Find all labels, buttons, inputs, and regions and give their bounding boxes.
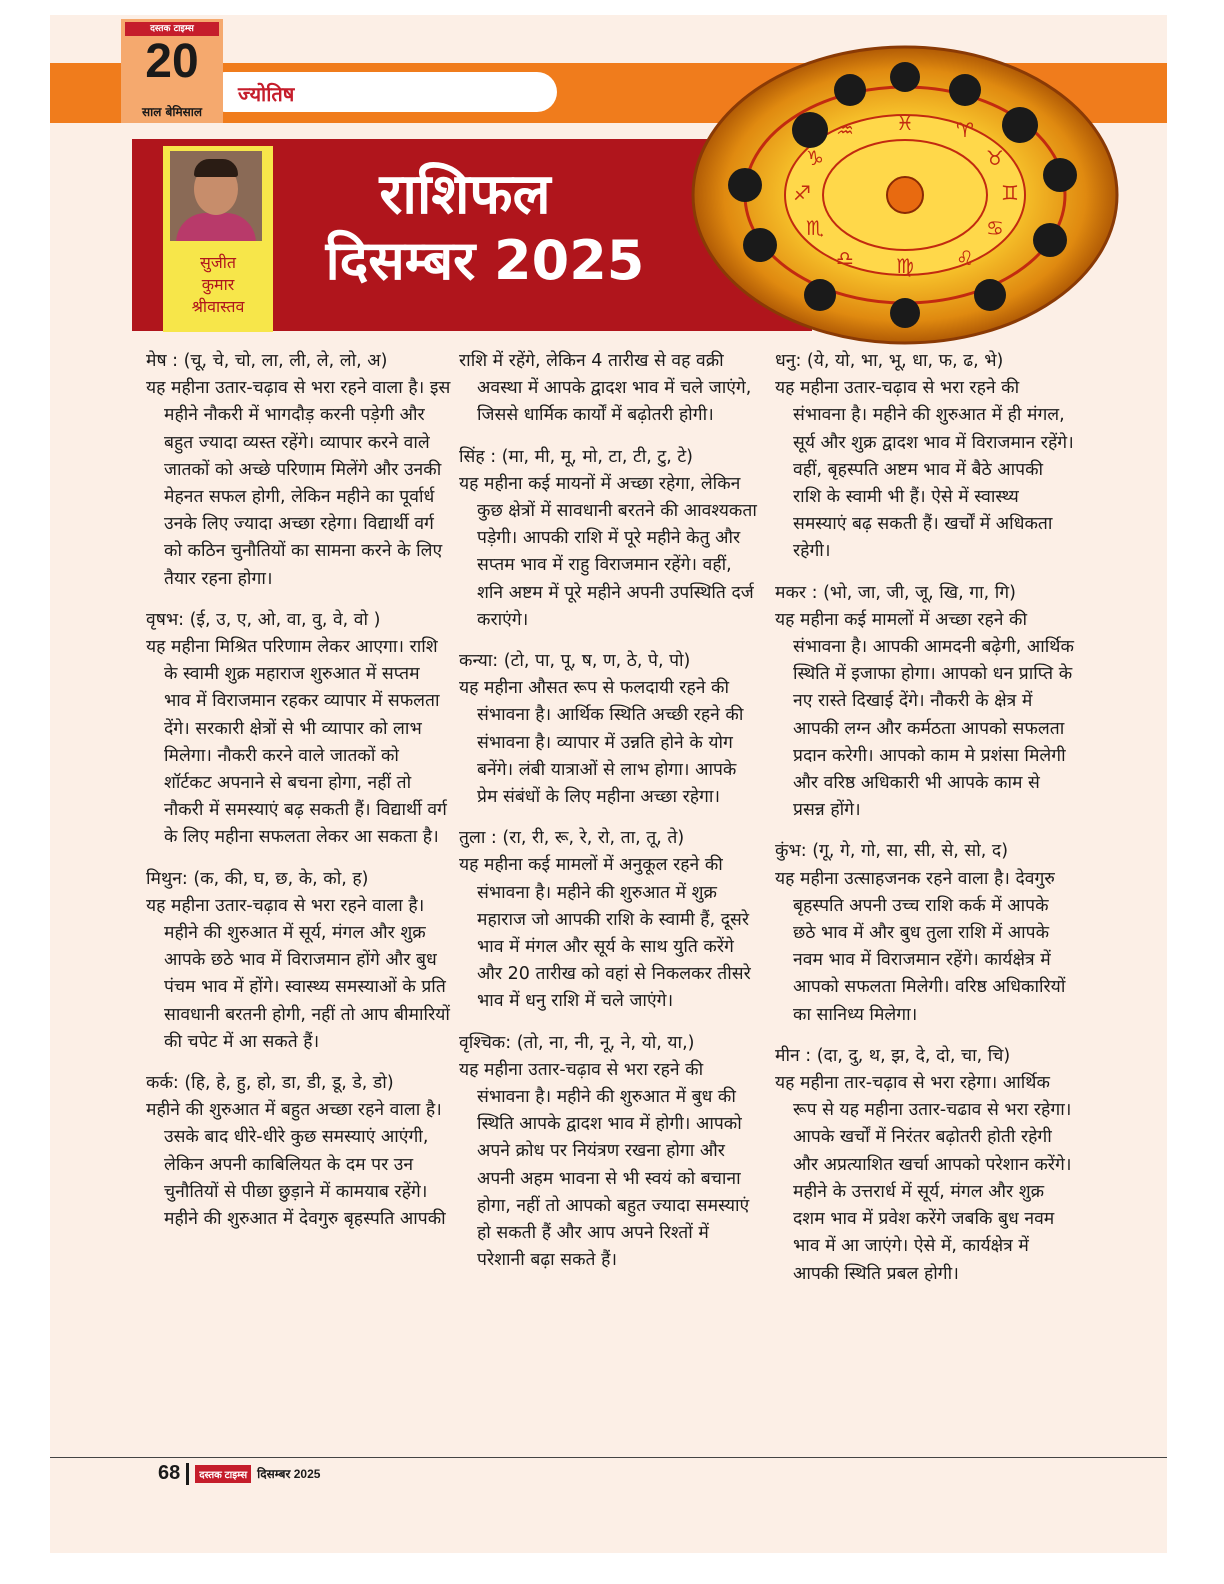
svg-text:♋: ♋ [986, 216, 1004, 240]
sign-heading: तुला : (रा, री, रू, रे, रो, ता, तू, ते) [459, 828, 685, 849]
horoscope-entry [459, 1030, 759, 1275]
sign-heading: मेष : (चू, चे, चो, ला, ली, ले, लो, अ) [146, 351, 388, 371]
sign-heading: वृश्चिक: (तो, ना, नी, नू, ने, यो, या,) [459, 1032, 695, 1053]
sign-text: यह महीना मिश्रित परिणाम लेकर आएगा। राशि के स्वामी शुक्र महाराज शुरुआत में सप्तम भाव में विराजमान रहकर व्यापार में सफलता देंगे। सरकारी क्षेत्रों से भी व्यापार को लाभ मिलेगा। नौकरी करने वाले जातकों को शॉर्टकट अपनाने से बचना होगा, नहीं तो नौकरी में समस्याएं बढ़ सकती हैं। विद्यार्थी वर्ग के लिए महीना सफलता लेकर आ सकता है। [146, 637, 447, 848]
horoscope-entry [775, 580, 1075, 825]
horoscope-entry [146, 866, 451, 1056]
sign-text: यह महीना उतार-चढ़ाव से भरा रहने वाला है। महीने की शुरुआत में सूर्य, मंगल और शुक्र आपके छठे भाव में विराजमान होंगे और बुध पंचम भाव में होंगे। स्वास्थ्य समस्याओं के प्रति सावधानी बरतनी होगी, नहीं तो आप बीमारियों की चपेट में आ सकते हैं। [146, 895, 450, 1052]
author-name-line: श्रीवास्तव [191, 297, 245, 316]
horoscope-entry [775, 348, 1075, 566]
horoscope-entry [146, 607, 451, 852]
sign-text: यह महीना कई मायनों में अच्छा रहेगा, लेकिन कुछ क्षेत्रों में सावधानी बरतने की आवश्यकता पड़ेगी। आपकी राशि में पूरे महीने केतु और सप्तम भाव में राहु विराजमान रहेंगे। वहीं, शनि अष्टम में पूरे महीने अपनी उपस्थिति दर्ज कराएंगे। [459, 473, 757, 630]
horoscope-entry [146, 1070, 451, 1233]
sign-text: राशि में रहेंगे, लेकिन 4 तारीख से वह वक्री अवस्था में आपके द्वादश भाव में चले जाएंगे, जिससे धार्मिक कार्यों में बढ़ोतरी होगी। [459, 351, 752, 426]
svg-text:♐: ♐ [793, 181, 811, 205]
author-name-line: सुजीत [200, 253, 236, 272]
horoscope-entry [146, 348, 451, 593]
page-subtitle: दिसम्बर 2025 [325, 229, 645, 292]
horoscope-entry [775, 838, 1075, 1028]
svg-text:♓: ♓ [896, 111, 914, 135]
svg-text:♎: ♎ [836, 246, 854, 270]
svg-text:♏: ♏ [806, 216, 824, 240]
svg-text:♉: ♉ [986, 146, 1004, 170]
sign-text: यह महीना उतार-चढ़ाव से भरा रहने वाला है। इस महीने नौकरी में भागदौड़ करनी पड़ेगी और बहुत ज्यादा व्यस्त रहेंगे। व्यापार करने वाले जातकों को अच्छे परिणाम मिलेंगे और उनकी मेहनत सफल होगी, लेकिन महीने का पूर्वार्ध उनके लिए ज्यादा अच्छा रहेगा। विद्यार्थी वर्ग को कठिन चुनौतियों का सामना करने के लिए तैयार रहना होगा। [146, 378, 451, 589]
column-1 [146, 348, 451, 1247]
sign-heading: मकर : (भो, जा, जी, जू, खि, गा, गि) [775, 582, 1016, 603]
sign-text: यह महीना औसत रूप से फलदायी रहने की संभावना है। आर्थिक स्थिति अच्छी रहने की संभावना है। व्यापार में उन्नति होने के योग बनेंगे। लंबी यात्राओं से लाभ होगा। आपके प्रेम संबंधों के लिए महीना अच्छा रहेगा। [459, 678, 744, 808]
svg-text:♑: ♑ [806, 146, 824, 170]
author-name [163, 252, 273, 318]
sign-heading: कुंभ: (गू, गे, गो, सा, सी, से, सो, द) [775, 841, 1009, 862]
horoscope-entry [775, 1043, 1075, 1288]
sign-heading: मिथुन: (क, की, घ, छ, के, को, ह) [146, 868, 369, 889]
sign-text: महीने की शुरुआत में बहुत अच्छा रहने वाला है। उसके बाद धीरे-धीरे कुछ समस्याएं आएंगी, लेकिन अपनी काबिलियत के दम पर उन चुनौतियों से पीछा छुड़ाने में कामयाब रहेंगे। महीने की शुरुआत में देवगुरु बृहस्पति आपकी [146, 1100, 446, 1230]
sign-heading: कर्क: (हि, हे, हु, हो, डा, डी, डू, डे, डो) [146, 1073, 394, 1094]
sign-heading: वृषभ: (ई, उ, ए, ओ, वा, वु, वे, वो ) [146, 609, 381, 630]
footer-separator [186, 1463, 189, 1485]
sign-heading: कन्या: (टो, पा, पू, ष, ण, ठे, पे, पो) [459, 651, 691, 672]
page-footer [158, 1462, 320, 1485]
column-3 [775, 348, 1075, 1302]
sign-text: यह महीना कई मामलों में अच्छा रहने की संभावना है। आपकी आमदनी बढ़ेगी, आर्थिक स्थिति में इजाफा होगा। आपको धन प्राप्ति के नए रास्ते दिखाई देंगे। नौकरी के क्षेत्र में आपकी लग्न और कर्मठता आपको सफलता प्रदान करेगी। आपको काम मे प्रशंसा मिलेगी और वरिष्ठ अधिकारी भी आपके काम से प्रसन्न होंगे। [775, 609, 1074, 821]
section-label: ज्योतिष [238, 82, 295, 106]
svg-text:♌: ♌ [956, 246, 974, 270]
badge-tagline: साल बेमिसाल [141, 105, 203, 119]
sign-text: यह महीना उत्साहजनक रहने वाला है। देवगुरु बृहस्पति अपनी उच्च राशि कर्क में आपके छठे भाव में और बुध तुला राशि में आपके नवम भाव में विराजमान रहेंगे। कार्यक्षेत्र में आपको सफलता मिलेगी। वरिष्ठ अधिकारियों का सानिध्य मिलेगा। [775, 868, 1066, 1025]
sign-text: यह महीना उतार-चढ़ाव से भरा रहने की संभावना है। महीने की शुरुआत में ही मंगल, सूर्य और शुक्र द्वादश भाव में विराजमान रहेंगे। वहीं, बृहस्पति अष्टम भाव में बैठे आपकी राशि के स्वामी भी हैं। ऐसे में स्वास्थ्य समस्याएं बढ़ सकती हैं। खर्चों में अधिकता रहेगी। [775, 378, 1074, 562]
sign-text: यह महीना तार-चढ़ाव से भरा रहेगा। आर्थिक रूप से यह महीना उतार-चढाव से भरा रहेगा। आपके खर्चों में निरंतर बढ़ोतरी होती रहेगी और अप्रत्याशित खर्चा आपको परेशान करेंगे। महीने के उत्तरार्ध में सूर्य, मंगल और शुक्र दशम भाव में प्रवेश करेंगे जबकि बुध नवम भाव में आ जाएंगे। ऐसे में, कार्यक्षेत्र में आपकी स्थिति प्रबल होगी। [775, 1073, 1072, 1284]
page-title: राशिफल [379, 162, 551, 227]
badge-number: 20 [145, 35, 199, 88]
horoscope-entry [459, 348, 759, 430]
author-name-line: कुमार [201, 275, 235, 294]
anniversary-badge [121, 19, 223, 123]
author-photo [170, 151, 262, 241]
svg-text:♊: ♊ [1001, 181, 1019, 205]
footer-brand: दस्तक टाइम्स [195, 1465, 251, 1483]
sign-heading: धनु: (ये, यो, भा, भू, धा, फ, ढ, भे) [775, 351, 1004, 371]
page-number: 68 [158, 1462, 181, 1484]
sign-heading: मीन : (दा, दु, थ, झ, दे, दो, चा, चि) [775, 1045, 1011, 1066]
svg-text:♒: ♒ [836, 118, 854, 142]
footer-divider [50, 1457, 1167, 1458]
zodiac-wheel-image [690, 45, 1120, 345]
horoscope-entry [459, 825, 759, 1015]
svg-text:♍: ♍ [896, 254, 914, 278]
horoscope-entry [459, 444, 759, 634]
sign-text: यह महीना उतार-चढ़ाव से भरा रहने की संभावना है। महीने की शुरुआत में बुध की स्थिति आपके द्वादश भाव में होगी। आपको अपने क्रोध पर नियंत्रण रखना होगा और अपनी अहम भावना से भी स्वयं को बचाना होगा, नहीं तो आपको बहुत ज्यादा समस्याएं हो सकती हैं और आप अपने रिश्तों में परेशानी बढ़ा सकते हैं। [459, 1059, 750, 1271]
badge-brand: दस्तक टाइम्स [125, 22, 219, 36]
column-2 [459, 348, 759, 1289]
horoscope-entry [459, 648, 759, 811]
footer-date: दिसम्बर 2025 [257, 1467, 321, 1482]
sign-heading: सिंह : (मा, मी, मू, मो, टा, टी, टु, टे) [459, 446, 694, 467]
sign-text: यह महीना कई मामलों में अनुकूल रहने की संभावना है। महीने की शुरुआत में शुक्र महाराज जो आपकी राशि के स्वामी हैं, दूसरे भाव में मंगल और सूर्य के साथ युति करेंगे और 20 तारीख को वहां से निकलकर तीसरे भाव में धनु राशि में चले जाएंगे। [459, 855, 751, 1012]
svg-text:♈: ♈ [956, 118, 974, 142]
